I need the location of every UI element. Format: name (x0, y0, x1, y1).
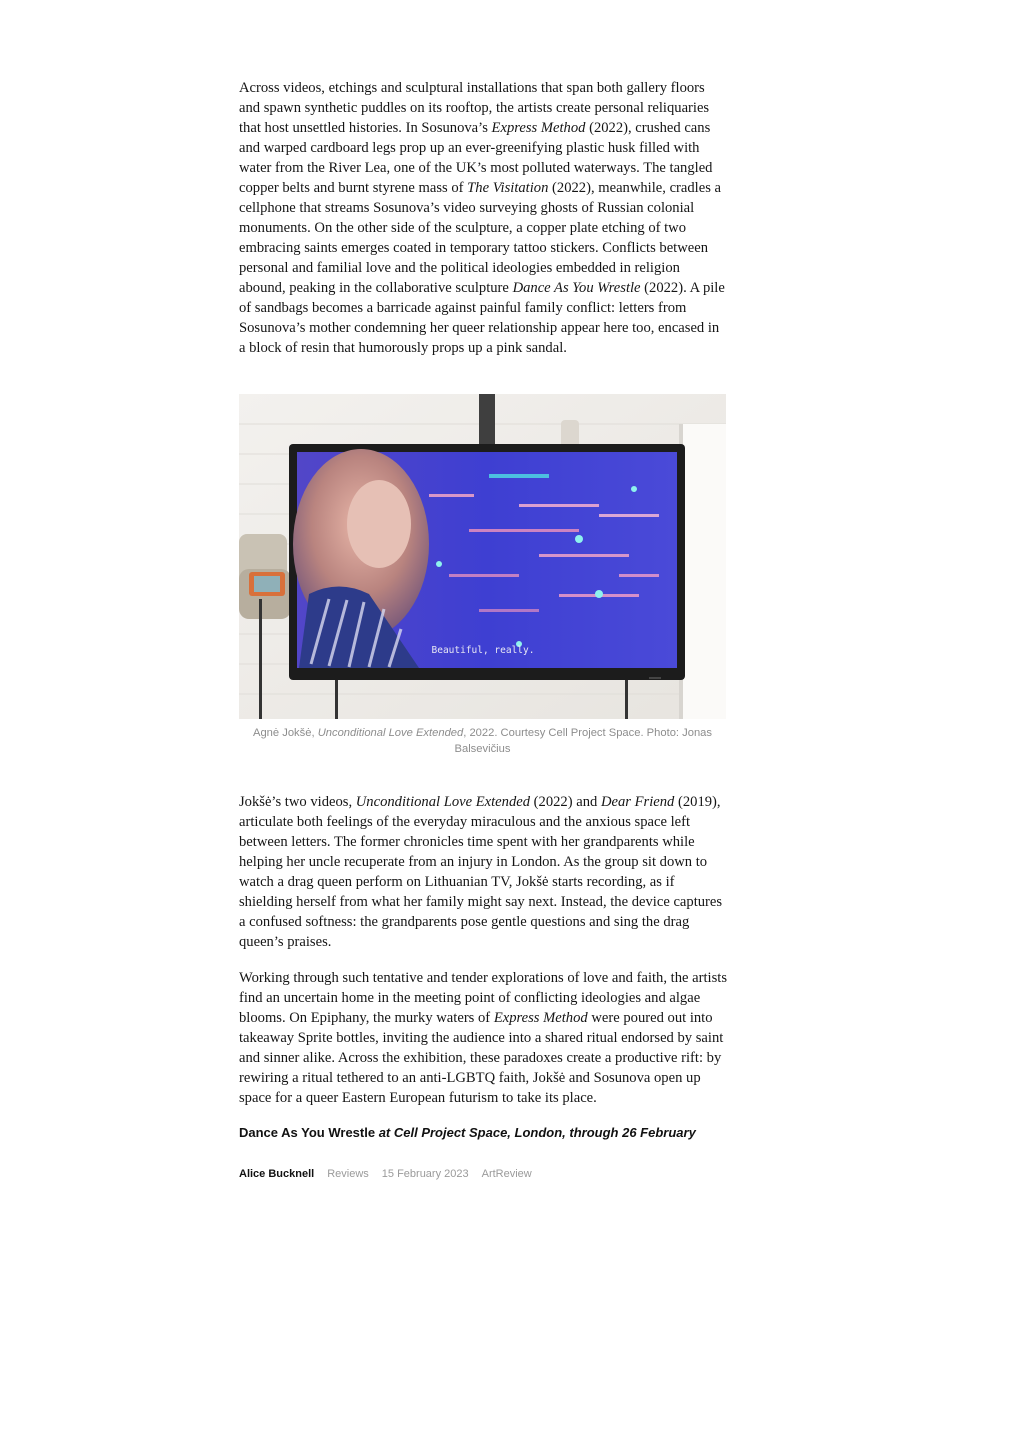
work-title: Dear Friend (600, 794, 675, 810)
publish-date: 15 February 2023 (381, 1168, 469, 1180)
article-paragraph-1 (239, 78, 729, 358)
caption-artist: Agnė Jokšė, (253, 727, 318, 739)
article-paragraph-3 (239, 968, 729, 1108)
paragraph-text: (2019), articulate both feelings of the everyday miraculous and the anxious space left between letters. The former chronicles time spent with her grandparents while helping her uncle recuperate from an injury in London. As the group sit down to watch a drag queen perform on Lithuanian TV, Jokšė starts recording, as if shielding herself from what her family might say next. Instead, the device captures a confused softness: the grandparents pose gentle questions and sing the drag queen’s praises. (239, 794, 723, 950)
article-paragraph-2 (239, 792, 729, 952)
paragraph-text: (2022). A pile of sandbags becomes a barricade against painful family conflict: letters from Sosunova’s mother condemning her queer relationship appear here too, encased in a block of resin that humorously props up a pink sandal. (239, 280, 725, 356)
article-meta (239, 1168, 532, 1180)
caption-credit: , 2022. Courtesy Cell Project Space. Photo: Jonas Balsevičius (454, 727, 712, 755)
author-link[interactable]: Alice Bucknell (239, 1168, 315, 1180)
work-title: Dance As You Wrestle (512, 280, 641, 296)
exhibition-details: at Cell Project Space, London, through 26 February (375, 1125, 696, 1140)
exhibition-title: Dance As You Wrestle (239, 1125, 376, 1140)
paragraph-text: (2022) and (530, 794, 601, 810)
caption-work-title: Unconditional Love Extended (317, 727, 464, 739)
work-title: The Visitation (467, 180, 549, 196)
exhibition-credit (239, 1125, 759, 1140)
paragraph-text: Across videos, etchings and sculptural installations that span both gallery floors and spawn synthetic puddles on its rooftop, the artists create personal reliquaries that host unsettled histories. In Sosunova’s (239, 80, 710, 136)
work-title: Express Method (491, 120, 586, 136)
artwork-photo (239, 394, 726, 719)
work-title: Express Method (493, 1010, 588, 1026)
paragraph-text: (2022), crushed cans and warped cardboard legs prop up an ever-greenifying plastic husk filled with water from the River Lea, one of the UK’s most polluted waterways. The tangled copper belts and burnt styrene mass of (239, 120, 713, 196)
work-title: Unconditional Love Extended (355, 794, 531, 810)
paragraph-text: (2022), meanwhile, cradles a cellphone that streams Sosunova’s video surveying ghosts of Russian colonial monuments. On the other side of the sculpture, a copper plate etching of two embracing saints emerges coated in temporary tattoo stickers. Conflicts between personal and familial love and the political ideologies embedded in religion abound, peaking in the collaborative sculpture (239, 180, 722, 296)
gallery-tv-image (239, 394, 726, 719)
section-link[interactable]: Reviews (327, 1168, 369, 1180)
paragraph-text: Working through such tentative and tender explorations of love and faith, the artists find an uncertain home in the meeting point of conflicting ideologies and algae blooms. On Epiphany, the murky waters of (239, 970, 727, 1026)
paragraph-text: Jokšė’s two videos, (239, 794, 356, 810)
video-subtitle: Beautiful, really. (431, 645, 535, 656)
publication-link[interactable]: ArtReview (481, 1168, 532, 1180)
paragraph-text: were poured out into takeaway Sprite bottles, inviting the audience into a shared ritual endorsed by saint and sinner alike. Across the exhibition, these paradoxes create a productive rift: by rewiring a ritual tethered to an anti-LGBTQ faith, Jokšė and Sosunova open up space for a queer Eastern European futurism to take its place. (239, 1010, 724, 1106)
image-caption (239, 725, 726, 757)
